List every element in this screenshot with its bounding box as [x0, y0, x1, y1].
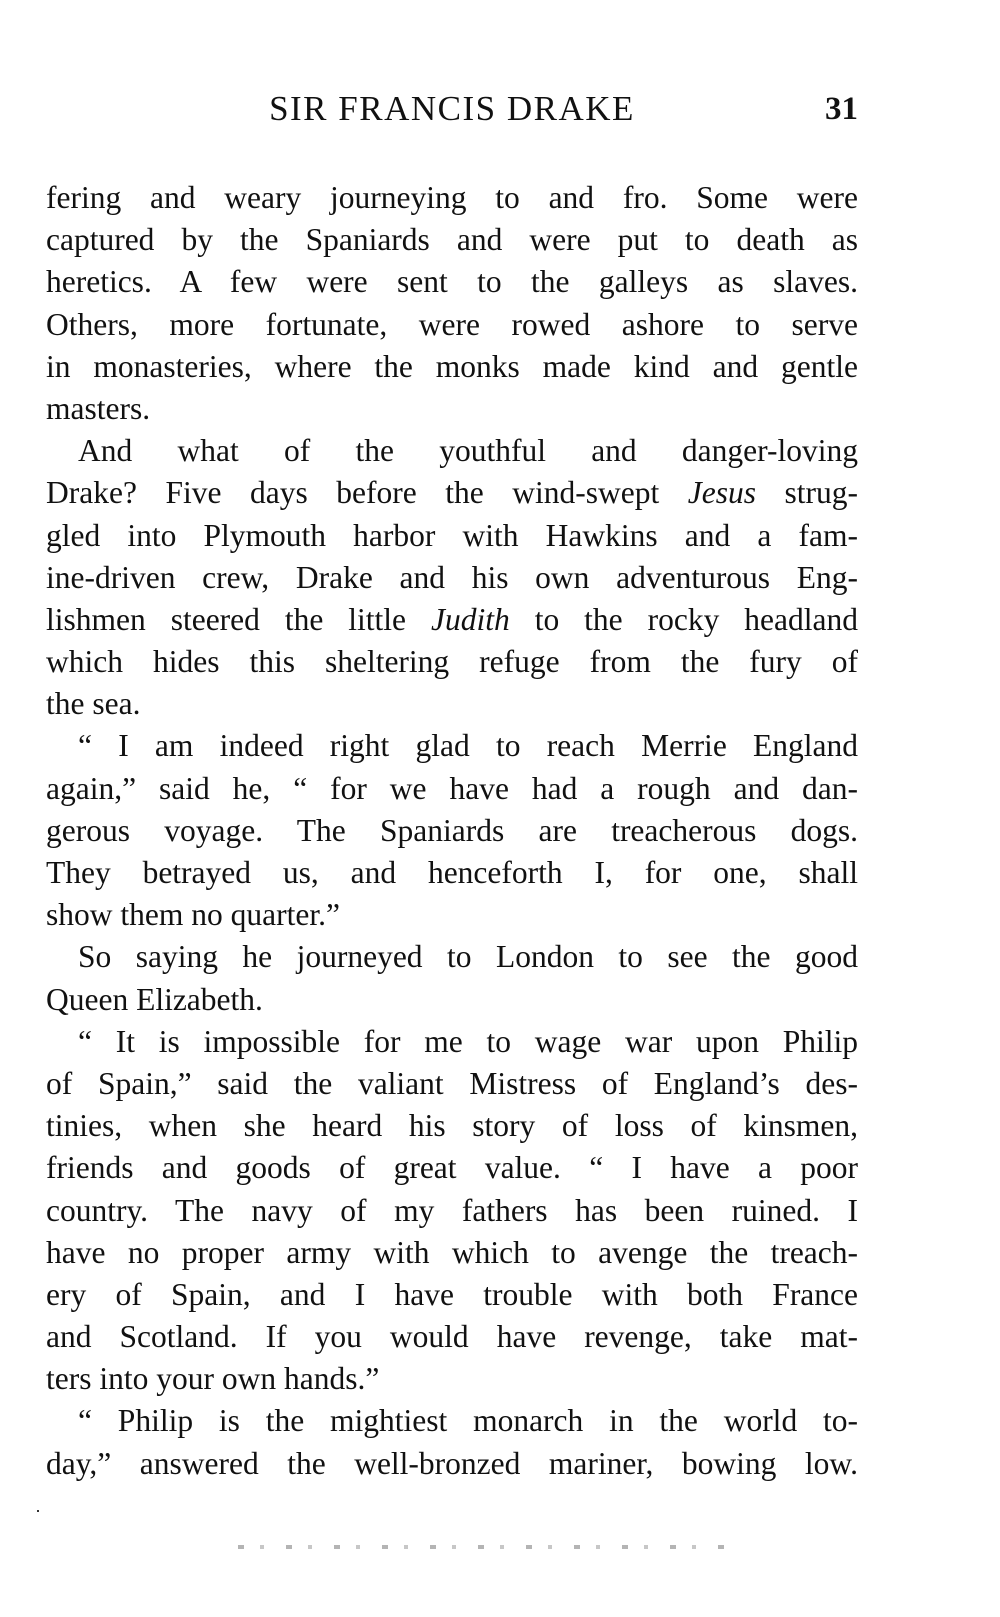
text-line [46, 599, 858, 641]
scan-artifact [238, 1545, 738, 1549]
text-line: So saying he journeyed to London to see the good [78, 939, 858, 975]
running-title: SIR FRANCIS DRAKE [269, 89, 635, 128]
body-text [46, 177, 858, 1485]
text-line: heretics. A few were sent to the galleys as slaves. [46, 264, 858, 300]
text-line: Others, more fortunate, were rowed ashore to serve [46, 306, 858, 342]
page-number: 31 [825, 91, 858, 127]
text-line [46, 472, 858, 514]
text-line: “ I am indeed right glad to reach Merrie England [78, 728, 858, 764]
text-line: friends and goods of great value. “ I have a poor [46, 1150, 858, 1186]
running-head [46, 84, 858, 134]
text-line: gerous voyage. The Spaniards are treacherous dogs. [46, 812, 858, 848]
text-line: day,” answered the well-bronzed mariner, bowing low. [46, 1445, 858, 1481]
text-line: tinies, when she heard his story of loss of kinsmen, [46, 1108, 858, 1144]
text-line: captured by the Spaniards and were put to death as [46, 222, 858, 258]
text-line: ine-driven crew, Drake and his own adventurous Eng- [46, 559, 858, 595]
text-run: lishmen steered the little [46, 601, 431, 637]
text-line: in monasteries, where the monks made kind and gentle [46, 348, 858, 384]
text-line: have no proper army with which to avenge the treach- [46, 1234, 858, 1270]
text-line: of Spain,” said the valiant Mistress of England’s des- [46, 1065, 858, 1101]
text-line: masters. [46, 390, 151, 426]
text-run: to the rocky headland [509, 601, 858, 637]
text-line: again,” said he, “ for we have had a rough and dan- [46, 770, 858, 806]
text-line: “ Philip is the mightiest monarch in the world to- [78, 1403, 858, 1439]
text-run: Drake? Five days before the wind-swept [46, 475, 688, 511]
text-line: and Scotland. If you would have revenge, take mat- [46, 1319, 858, 1355]
text-line: fering and weary journeying to and fro. Some were [46, 180, 858, 215]
margin-speck [37, 1510, 39, 1512]
text-line: “ It is impossible for me to wage war upon Philip [78, 1023, 858, 1059]
text-line: ters into your own hands.” [46, 1361, 380, 1397]
text-line: country. The navy of my fathers has been ruined. I [46, 1192, 858, 1228]
text-line: gled into Plymouth harbor with Hawkins and a fam- [46, 517, 858, 553]
text-line: which hides this sheltering refuge from the fury of [46, 644, 858, 680]
text-line: Queen Elizabeth. [46, 981, 263, 1017]
text-line: They betrayed us, and henceforth I, for one, shall [46, 855, 858, 890]
ship-name-jesus: Jesus [687, 475, 756, 511]
text-run: strug- [755, 475, 859, 511]
text-line: the sea. [46, 686, 141, 722]
ship-name-judith: Judith [431, 601, 510, 637]
text-line: ery of Spain, and I have trouble with both France [46, 1276, 858, 1312]
text-line: show them no quarter.” [46, 897, 340, 933]
text-line: And what of the youthful and danger-loving [78, 433, 858, 469]
